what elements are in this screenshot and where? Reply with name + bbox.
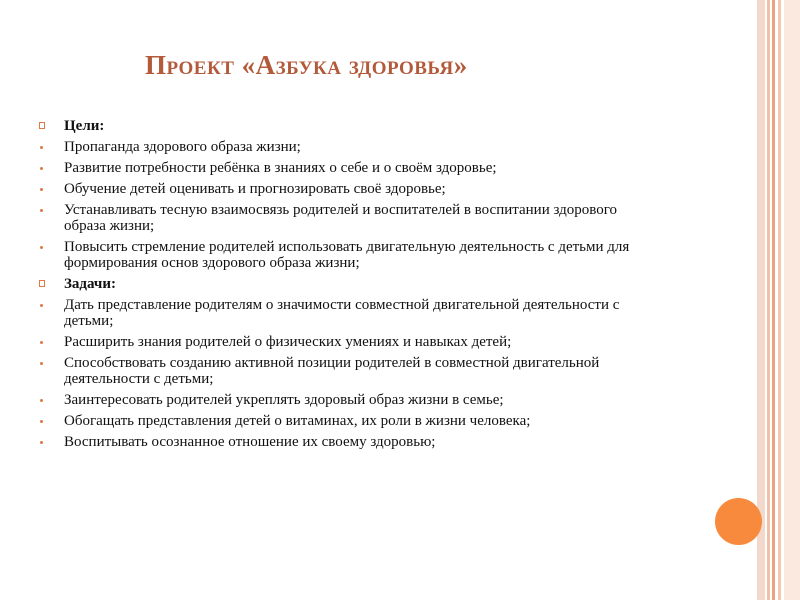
dot-bullet-icon (38, 239, 64, 255)
dot-bullet-icon (38, 139, 64, 155)
item-text: Воспитывать осознанное отношение их своему здоровью; (64, 434, 436, 450)
item-text: Обучение детей оценивать и прогнозировать своё здоровье; (64, 181, 446, 197)
heading-text: Цели: (64, 118, 105, 134)
item-text: Устанавливать тесную взаимосвязь родителей и воспитателей в воспитании здорового образа жизни; (64, 202, 618, 234)
dot-bullet-icon (38, 413, 64, 429)
item-text: Расширить знания родителей о физических умениях и навыках детей; (64, 334, 512, 350)
item-text: Способствовать созданию активной позиции родителей в совместной двигательной деятельности с детьми; (64, 355, 600, 387)
list-item (38, 297, 658, 329)
dot-bullet-icon (38, 297, 64, 313)
dot-bullet-icon (38, 334, 64, 350)
list-item (38, 413, 658, 429)
section-heading (38, 276, 658, 292)
decor-stripe (784, 0, 800, 600)
list-item (38, 139, 658, 155)
list-item (38, 434, 658, 450)
decor-orange-circle (715, 498, 762, 545)
item-text: Обогащать представления детей о витаминах, их роли в жизни человека; (64, 413, 531, 429)
list-item (38, 239, 658, 271)
list-item (38, 355, 658, 387)
dot-bullet-icon (38, 392, 64, 408)
list-item (38, 392, 658, 408)
item-text: Заинтересовать родителей укреплять здоровый образ жизни в семье; (64, 392, 504, 408)
section-heading (38, 118, 658, 134)
list-item (38, 181, 658, 197)
square-bullet-icon (38, 276, 64, 292)
decor-stripe (772, 0, 775, 600)
dot-bullet-icon (38, 202, 64, 218)
heading-text: Задачи: (64, 276, 117, 292)
square-bullet-icon (38, 118, 64, 134)
list-item (38, 160, 658, 176)
dot-bullet-icon (38, 355, 64, 371)
list-item (38, 202, 658, 234)
dot-bullet-icon (38, 160, 64, 176)
item-text: Пропаганда здорового образа жизни; (64, 139, 301, 155)
item-text: Развитие потребности ребёнка в знаниях о себе и о своём здоровье; (64, 160, 497, 176)
item-text: Повысить стремление родителей использовать двигательную деятельность с детьми для формирования основ здорового образа жизни; (64, 239, 630, 271)
slide-title: Проект «Азбука здоровья» (145, 50, 468, 80)
list-item (38, 334, 658, 350)
slide-content (38, 118, 658, 455)
decor-stripe (767, 0, 770, 600)
dot-bullet-icon (38, 181, 64, 197)
decor-stripe (778, 0, 781, 600)
item-text: Дать представление родителям о значимости совместной двигательной деятельности с детьми; (64, 297, 620, 329)
dot-bullet-icon (38, 434, 64, 450)
